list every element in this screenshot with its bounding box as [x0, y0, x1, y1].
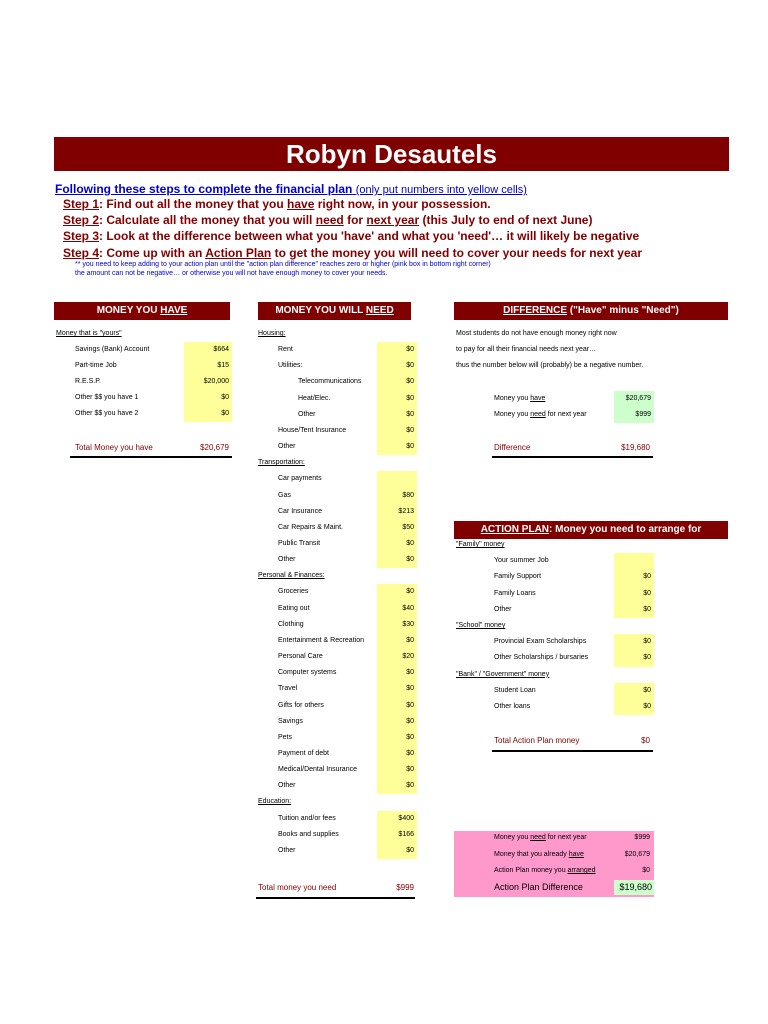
need-item-label: Eating out	[278, 604, 310, 612]
summary-have-pre: Money that you already	[494, 851, 569, 858]
have-item-value: $664	[213, 346, 229, 353]
action-plan-item-value: $0	[643, 638, 651, 646]
action-plan-item-value: $0	[643, 589, 651, 597]
step-1-label: Step 1	[63, 197, 100, 211]
note-line-1: ** you need to keep adding to your action plan until the "action plan difference" reaches zero or higher (pink box in bottom right corner)	[75, 261, 491, 268]
need-item-value: $0	[406, 426, 414, 434]
instructions-link[interactable]: Following these steps to complete the financial plan	[55, 182, 353, 196]
need-item-label: Clothing	[278, 620, 304, 628]
action-plan-item-value: $0	[643, 703, 651, 710]
need-item-value: $0	[406, 749, 414, 757]
difference-header-post: ("Have" minus "Need")	[567, 305, 679, 316]
have-total-label: Total Money you have	[75, 443, 153, 452]
need-category: Personal & Finances:	[258, 572, 325, 580]
have-item-label: Part-time Job	[75, 362, 117, 369]
have-item-label: Other $$ you have 1	[75, 394, 139, 401]
need-item-label: Other	[278, 846, 296, 854]
action-plan-item-value: $0	[643, 605, 651, 613]
difference-total-label: Difference	[494, 443, 531, 452]
need-item-value: $0	[406, 394, 414, 402]
need-item-value: $0	[406, 540, 414, 547]
difference-line-3: thus the number below will (probably) be a negative number.	[456, 362, 644, 369]
step-1-text-u: have	[287, 197, 315, 211]
need-category: Education:	[258, 798, 292, 806]
need-header-u: NEED	[365, 305, 394, 316]
need-item-label: Public Transit	[278, 540, 321, 547]
step-4-text-b: to get the money you will need to cover your needs for next year	[271, 246, 643, 260]
need-category: Housing:	[258, 330, 286, 337]
need-item-value: $213	[398, 507, 414, 515]
need-total-value: $999	[396, 883, 414, 892]
have-total-rule	[70, 456, 232, 458]
need-item-value: $0	[406, 846, 414, 854]
action-plan-header	[454, 521, 728, 539]
action-plan-item-value: $0	[643, 686, 651, 694]
summary-have-value: $20,679	[624, 851, 650, 858]
need-item-label: Computer systems	[278, 669, 337, 677]
summary-difference-label: Action Plan Difference	[494, 882, 583, 892]
need-item-label: Groceries	[278, 588, 309, 596]
need-item-label: Pets	[278, 733, 293, 741]
need-item-label: House/Tent Insurance	[278, 426, 347, 434]
summary-have-u: have	[568, 851, 584, 858]
page-title: Robyn Desautels	[54, 137, 729, 171]
action-plan-item-label: Your summer Job	[494, 557, 549, 565]
step-4-text-a: : Come up with an	[99, 246, 206, 260]
action-plan-item-label: Family Loans	[494, 589, 536, 597]
need-item-value: $0	[406, 378, 414, 386]
difference-total-rule	[492, 456, 653, 458]
step-3	[63, 229, 639, 243]
need-item-label: Tuition and/or fees	[278, 814, 336, 822]
difference-need-pre: Money you	[494, 411, 531, 418]
step-4-text-u: Action Plan	[205, 246, 272, 260]
step-3-label: Step 3	[63, 229, 100, 243]
step-2-text-u: need	[315, 213, 344, 227]
action-plan-group: "School" money	[456, 622, 506, 629]
step-4	[63, 246, 642, 260]
need-item-value: $0	[406, 669, 414, 677]
have-header-pre: MONEY YOU	[96, 305, 161, 316]
need-input-column	[377, 471, 417, 568]
step-2-text-b: (this July to end of next June)	[419, 213, 593, 227]
need-item-label: Heat/Elec.	[298, 394, 331, 402]
have-item-label: R.E.S.P.	[75, 378, 101, 385]
need-item-label: Rent	[278, 346, 293, 354]
difference-line-2: to pay for all their financial needs next year…	[456, 346, 597, 353]
action-plan-item-value: $0	[643, 573, 651, 581]
difference-need-post: for next year	[545, 411, 587, 418]
need-item-value: $400	[398, 814, 414, 822]
step-2-text-m: for	[343, 213, 367, 227]
action-plan-total-value: $0	[641, 736, 650, 745]
difference-total-value: $19,680	[621, 443, 650, 452]
summary-need-pre: Money you	[494, 834, 531, 841]
need-header-pre: MONEY YOU WILL	[275, 305, 366, 316]
need-item-value: $166	[398, 830, 414, 838]
need-total-label: Total money you need	[258, 883, 337, 892]
need-item-value: $0	[406, 556, 414, 564]
summary-arranged-u: arranged	[567, 867, 596, 874]
need-item-label: Other	[278, 556, 296, 564]
need-item-label: Savings	[278, 717, 303, 725]
need-item-value: $0	[406, 410, 414, 418]
need-item-value: $0	[406, 701, 414, 709]
need-item-label: Gifts for others	[278, 701, 324, 709]
difference-have-label	[494, 395, 545, 402]
summary-need-value: $999	[634, 834, 650, 841]
need-item-value: $0	[406, 766, 414, 773]
step-1-text-a: : Find out all the money that you	[99, 197, 288, 211]
need-item-label: Car Repairs & Maint.	[278, 523, 343, 531]
need-item-value: $0	[406, 717, 414, 725]
summary-arranged-value: $0	[642, 867, 650, 874]
need-item-value: $30	[402, 620, 414, 628]
intro-line	[55, 182, 527, 196]
difference-need-u: need	[530, 411, 546, 418]
need-item-label: Other	[278, 782, 296, 790]
need-item-value: $40	[402, 604, 414, 612]
need-item-value: $0	[406, 733, 414, 741]
need-item-value: $0	[406, 685, 414, 693]
summary-need-post: for next year	[545, 834, 587, 841]
need-item-value: $0	[406, 362, 414, 370]
need-item-label: Books and supplies	[278, 830, 339, 838]
difference-have-u: have	[530, 395, 546, 402]
difference-have-pre: Money you	[494, 395, 531, 402]
summary-arranged-pre: Action Plan money you	[494, 867, 568, 874]
need-item-value: $0	[406, 636, 414, 644]
summary-difference-value: $19,680	[614, 880, 654, 895]
have-header	[54, 302, 230, 320]
step-3-text-a: : Look at the difference between what you 'have' and what you 'need'… it will likely be negative	[99, 229, 640, 243]
difference-need-value: $999	[614, 407, 654, 423]
step-2-text-a: : Calculate all the money that you will	[99, 213, 316, 227]
need-item-value: $0	[406, 588, 414, 596]
have-category: Money that is "yours"	[56, 330, 122, 337]
need-total-rule	[256, 897, 415, 899]
step-1	[63, 197, 491, 211]
need-item-label: Entertainment & Recreation	[278, 636, 364, 644]
need-category: Transportation:	[258, 459, 305, 467]
action-plan-group: "Family" money	[456, 541, 505, 548]
need-item-label: Gas	[278, 491, 291, 499]
action-plan-header-post: : Money you need to arrange for	[549, 524, 702, 535]
step-2-text-u2: next year	[366, 213, 420, 227]
need-item-label: Travel	[278, 685, 298, 693]
have-item-value: $15	[217, 362, 229, 369]
need-item-label: Car payments	[278, 475, 322, 483]
difference-need-label	[494, 411, 587, 418]
have-item-value: $0	[221, 410, 229, 417]
need-item-value: $20	[402, 653, 414, 660]
have-item-value: $0	[221, 394, 229, 401]
summary-row-arranged	[494, 867, 596, 874]
action-plan-total-label: Total Action Plan money	[494, 736, 580, 745]
summary-need-u: need	[530, 834, 546, 841]
action-plan-header-u: ACTION PLAN	[480, 524, 550, 535]
need-item-label: Other	[278, 443, 296, 450]
difference-have-value: $20,679	[614, 391, 654, 407]
have-total-value: $20,679	[200, 443, 229, 452]
need-item-label: Telecommunications	[298, 378, 362, 386]
action-plan-item-value: $0	[643, 654, 651, 662]
need-item-label: Utilities:	[278, 362, 303, 370]
need-item-label: Personal Care	[278, 653, 323, 660]
action-plan-item-label: Provincial Exam Scholarships	[494, 638, 587, 646]
need-header	[258, 302, 411, 320]
need-item-value: $80	[402, 491, 414, 499]
intro-tail: (only put numbers into yellow cells)	[355, 184, 527, 196]
need-item-value: $0	[406, 782, 414, 790]
have-header-u: HAVE	[160, 305, 188, 316]
action-plan-item-label: Other loans	[494, 703, 531, 710]
difference-header	[454, 302, 728, 320]
step-1-text-b: right now, in your possession.	[314, 197, 491, 211]
have-item-label: Savings (Bank) Account	[75, 346, 150, 353]
step-2-label: Step 2	[63, 213, 100, 227]
have-item-value: $20,000	[203, 378, 229, 385]
need-item-value: $0	[406, 346, 414, 354]
have-item-label: Other $$ you have 2	[75, 410, 139, 417]
action-plan-item-label: Student Loan	[494, 686, 536, 694]
action-plan-group: "Bank" / "Government" money	[456, 670, 550, 678]
need-item-label: Other	[298, 410, 316, 418]
step-2	[63, 213, 592, 227]
need-item-value: $0	[406, 443, 414, 450]
action-plan-total-rule	[492, 750, 653, 752]
need-item-label: Payment of debt	[278, 749, 329, 757]
action-plan-item-label: Other Scholarships / bursaries	[494, 654, 589, 662]
note-line-2: the amount can not be negative… or otherwise you will not have enough money to cover your needs.	[75, 270, 388, 277]
summary-row-have	[494, 851, 584, 858]
action-plan-item-label: Other	[494, 605, 512, 613]
need-item-label: Medical/Dental Insurance	[278, 766, 357, 773]
summary-row-need	[494, 834, 587, 841]
difference-header-u: DIFFERENCE	[503, 305, 568, 316]
action-plan-item-label: Family Support	[494, 573, 542, 581]
need-item-label: Car Insurance	[278, 507, 322, 515]
step-4-label: Step 4	[63, 246, 100, 260]
need-item-value: $50	[402, 523, 414, 531]
difference-line-1: Most students do not have enough money right now	[456, 330, 617, 337]
